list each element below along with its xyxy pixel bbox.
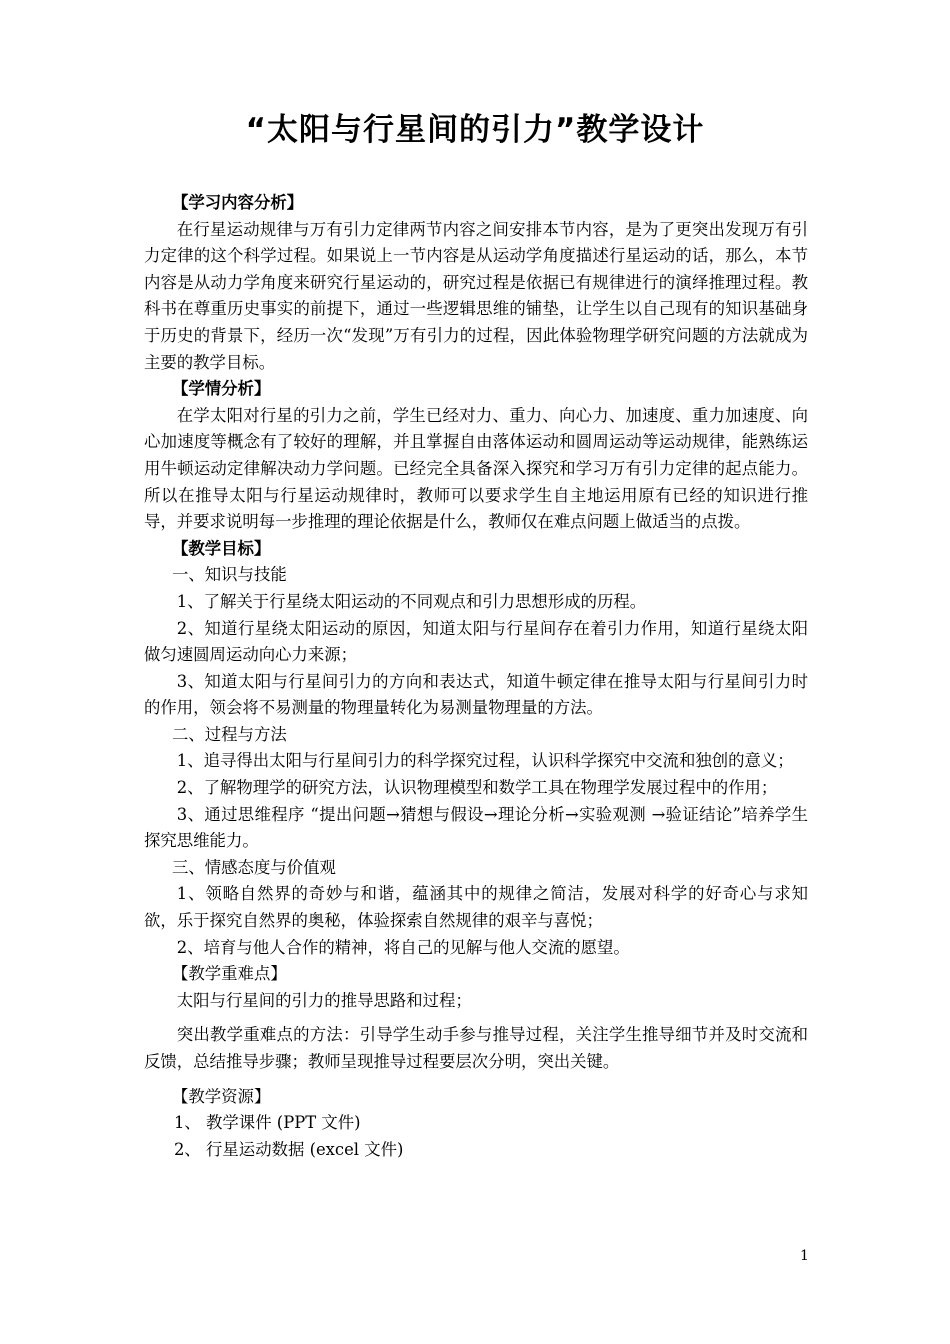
section-heading-resources: 【教学资源】 xyxy=(172,1086,271,1106)
list-item: 2、了解物理学的研究方法，认识物理模型和数学工具在物理学发展过程中的作用； xyxy=(176,778,778,798)
paragraph-student-analysis: 在学太阳对行星的引力之前，学生已经对力、重力、向心力、加速度、重力加速度、向心加速度等概念有了较好的理解，并且掌握自由落体运动和圆周运动等运动规律，能熟练运用牛顿运动定律解决动力学问题。已经完全具备深入探究和学习万有引力定律的起点能力。所以在推导太阳与行星运动规律时，教师可以要求学生自主地运用原有已经的知识进行推导，并要求说明每一步推理的理论依据是什么，教师仅在难点问题上做适当的点拨。 xyxy=(144,405,808,532)
section-heading-student-analysis: 【学情分析】 xyxy=(172,379,271,399)
subheading-knowledge: 一、知识与技能 xyxy=(172,565,287,585)
section-heading-content-analysis: 【学习内容分析】 xyxy=(172,193,304,212)
list-item: 3、知道太阳与行星间引力的方向和表达式，知道牛顿定律在推导太阳与行星间引力时的作用，领会将不易测量的物理量转化为易测量物理量的方法。 xyxy=(144,671,808,718)
list-item: 3、通过思维程序 “提出问题→猜想与假设→理论分析→实验观测 →验证结论”培养学生探究思维能力。 xyxy=(144,804,808,851)
subheading-process: 二、过程与方法 xyxy=(172,724,287,744)
paragraph-key-points-method: 突出教学重难点的方法：引导学生动手参与推导过程，关注学生推导细节并及时交流和反馈，总结推导步骤；教师呈现推导过程要层次分明，突出关键。 xyxy=(144,1025,808,1071)
subheading-attitude: 三、情感态度与价值观 xyxy=(172,857,336,877)
list-item: 1、了解关于行星绕太阳运动的不同观点和引力思想形成的历程。 xyxy=(176,591,647,611)
document-body xyxy=(144,190,808,1163)
list-item: 2、知道行星绕太阳运动的原因，知道太阳与行星间存在着引力作用，知道行星绕太阳做匀速圆周运动向心力来源； xyxy=(144,618,808,665)
list-item: 1、追寻得出太阳与行星间引力的科学探究过程，认识科学探究中交流和独创的意义； xyxy=(176,751,794,771)
section-heading-key-points: 【教学重难点】 xyxy=(172,964,287,984)
list-item: 1、 教学课件 (PPT 文件) xyxy=(174,1113,361,1133)
list-item: 1、领略自然界的奇妙与和谐，蕴涵其中的规律之简洁，发展对科学的好奇心与求知欲，乐于探究自然界的奥秘，体验探索自然规律的艰辛与喜悦； xyxy=(144,884,808,931)
list-item: 2、培育与他人合作的精神，将自己的见解与他人交流的愿望。 xyxy=(176,937,630,957)
document-title: “太阳与行星间的引力”教学设计 xyxy=(245,112,705,148)
paragraph-content-analysis: 在行星运动规律与万有引力定律两节内容之间安排本节内容，是为了更突出发现万有引力定律的这个科学过程。如果说上一节内容是从运动学角度描述行星运动的话，那么，本节内容是从动力学角度来研究行星运动的，研究过程是依据已有规律进行的演绎推理过程。教科书在尊重历史事实的前提下，通过一些逻辑思维的铺垫，让学生以自己现有的知识基础身于历史的背景下，经历一次“发现”万有引力的过程，因此体验物理学研究问题的方法就成为主要的教学目标。 xyxy=(144,219,808,372)
section-heading-objectives: 【教学目标】 xyxy=(172,538,271,558)
list-item: 2、 行星运动数据 (excel 文件) xyxy=(174,1139,404,1159)
paragraph-key-points: 太阳与行星间的引力的推导思路和过程； xyxy=(176,990,472,1010)
page-number: 1 xyxy=(800,1248,809,1264)
